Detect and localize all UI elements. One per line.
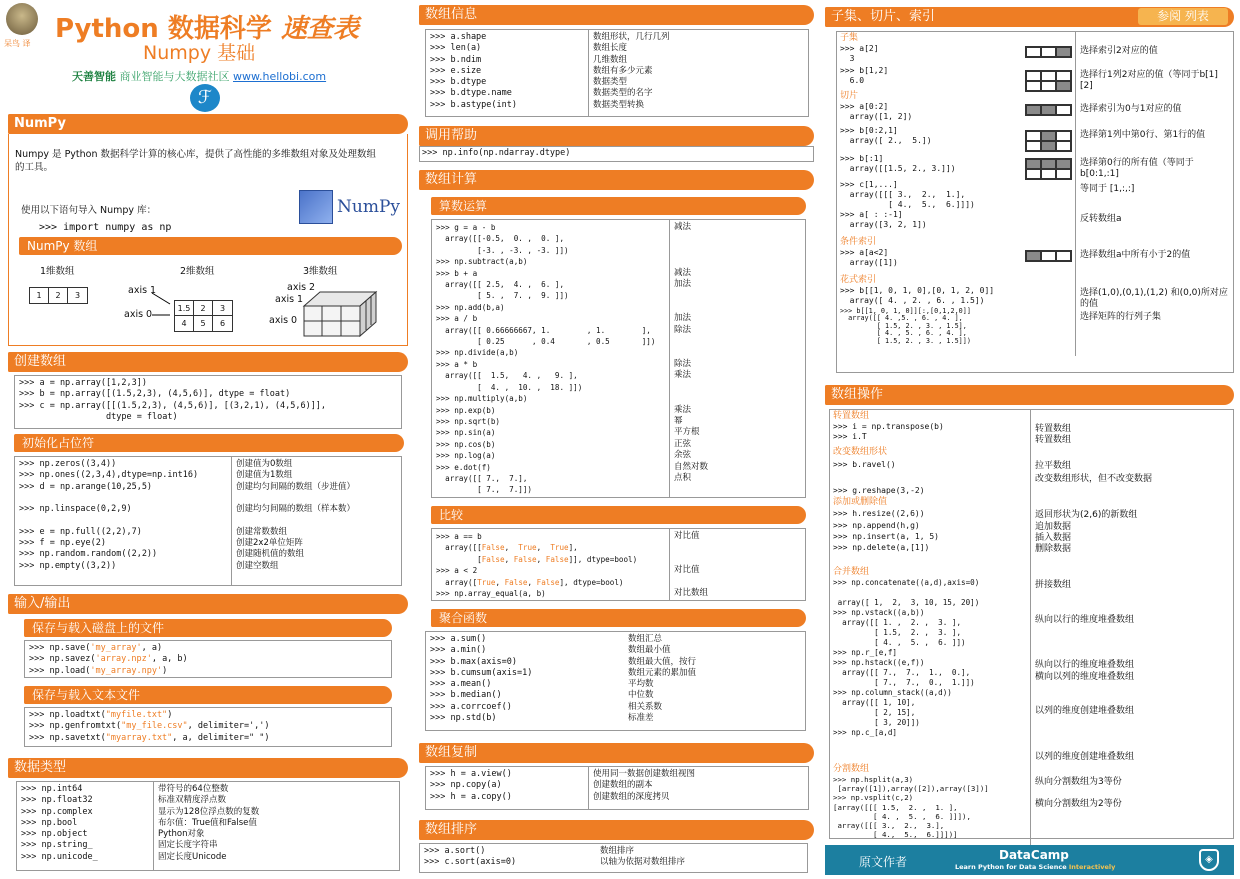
page-subtitle: Numpy 基础 <box>143 42 256 64</box>
ops-code: >>> h.resize((2,6)) >>> np.append(h,g) >>> np.insert(a, 1, 5) >>> np.delete(a,[1]) <box>833 509 939 553</box>
subset-row <box>837 308 1233 356</box>
subset-code: >>> a[ : :-1] array([3, 2, 1]) <box>840 210 927 229</box>
datacamp-logo: DataCamp <box>999 848 1069 862</box>
axis0-label-2d: axis 0 <box>124 309 153 320</box>
cmp-code: >>> a == b array([[False, True, True], [False, False, False]], dtype=bool) >>> a < 2 array([True, False, False], dtype=bool) >>> np.array_equal(a, b) <box>436 532 638 599</box>
ops-group-label: 合并数组 <box>833 567 870 578</box>
subset-desc: 选择索引2对应的值 <box>1075 32 1233 66</box>
page-title: Python 数据科学 速查表 <box>55 14 359 44</box>
subset-desc: 选择索引为0与1对应的值 <box>1075 90 1233 126</box>
subset-desc: 等同于 [1,:,:] <box>1075 180 1233 210</box>
ops-code: >>> np.hsplit(a,3) [array([1]),array([2]),array([3])] >>> np.vsplit(c,2) [array([[[ 1.5, 2. , 1. ], [ 4. , 5. , 6. ]]]), array([[[ 3., 2., 3.], [ 4., 5., 6.]]])] <box>833 774 989 840</box>
brand-line: 天善智能 商业智能与大数据社区 www.hellobi.com <box>72 70 327 83</box>
cmp-table: >>> a == b array([[False, True, True], [False, False, False]], dtype=bool) >>> a < 2 array([True, False, False], dtype=bool) >>> np.array_equal(a, b) 对比值 对比值 对比数组 <box>431 528 806 601</box>
ops-group <box>830 566 1233 763</box>
subset-row <box>837 66 1233 90</box>
ops-group <box>830 410 1233 446</box>
subset-desc: 选择矩阵的行列子集 <box>1075 308 1233 356</box>
io-header: 输入/输出 <box>8 594 408 614</box>
array-grid-icon <box>1025 104 1072 116</box>
brand-logo-icon: ℱ <box>190 84 220 112</box>
subset-row <box>837 180 1233 210</box>
ops-desc: 纵向分割数组为3等份 横向分割数组为2等份 <box>1030 763 1233 845</box>
create-header: 创建数组 <box>8 352 408 372</box>
numpy-intro: Numpy 是 Python 数据科学计算的核心库，提供了高性能的多维数组对象及处理数组的工具。 <box>15 149 377 173</box>
translator-label: 呆鸟 译 <box>4 39 31 48</box>
axis1-label-2d: axis 1 <box>128 285 157 296</box>
dtypes-table: >>> np.int64 >>> np.float32 >>> np.complex >>> np.bool >>> np.object >>> np.string_ >>> np.unicode_ 带符号的64位整数 标准双精度浮点数 显示为128位浮点数的复数 布尔值：True值和False值 Python对象 固定长度字符串 固定长度Unicode <box>16 781 400 871</box>
subset-row <box>837 154 1233 180</box>
subset-code: >>> c[1,...] array([[[ 3., 2., 1.], [ 4., 5., 6.]]]) <box>840 180 975 209</box>
ops-group <box>830 496 1233 566</box>
subset-row <box>837 126 1233 154</box>
arrays-header: NumPy 数组 <box>19 237 402 255</box>
array-grid-icon <box>1025 158 1072 180</box>
agg-table: >>> a.sum() >>> a.min() >>> b.max(axis=0) >>> b.cumsum(axis=1) >>> a.mean() >>> b.median() >>> a.corrcoef() >>> np.std(b) 数组汇总 数组最小值 数组最大值，按行 数组元素的累加值 平均数 中位数 相关系数 标准差 <box>425 631 806 731</box>
ops-table <box>829 409 1234 839</box>
import-label: 使用以下语句导入 Numpy 库： <box>21 205 157 216</box>
subset-desc: 选择行1列2对应的值（等同于b[1][2] <box>1075 66 1233 90</box>
array-grid-icon <box>1025 70 1072 92</box>
ops-code: >>> np.concatenate((a,d),axis=0) array([ 1, 2, 3, 10, 15, 20]) >>> np.vstack((a,b)) array([[ 1. , 2. , 3. ], [ 1.5, 2. , 3. ], [ 4. , 5. , 6. ]]) >>> np.r_[e,f] >>> np.hstack((e,f)) array([[ 7., 7., 1., 0.], [ 7., 7., 0., 1.]]) >>> np.column_stack((a,d)) array([[ 1, 10], [ 2, 15], [ 3, 20]]) >>> np.c_[a,d] <box>833 578 980 738</box>
footer-tagline: Learn Python for Data Science Interactively <box>955 863 1116 871</box>
dim-label-3d: 3维数组 <box>303 266 338 277</box>
sort-header: 数组排序 <box>419 820 814 840</box>
ops-group <box>830 446 1233 496</box>
subset-code: >>> b[:1] array([[1.5, 2., 3.]]) <box>840 154 956 173</box>
agg-header: 聚合函数 <box>431 609 806 627</box>
axis0-label-3d: axis 0 <box>269 315 298 326</box>
axis1-label-3d: axis 1 <box>275 294 304 305</box>
subset-desc: 选择(1,0),(0,1),(1,2) 和(0,0)所对应的值 <box>1075 274 1233 308</box>
text-header: 保存与载入文本文件 <box>24 686 392 704</box>
numpy-logo: NumPy <box>299 190 400 224</box>
subset-row <box>837 210 1233 236</box>
subset-group-label: 花式索引 <box>840 275 877 285</box>
subset-desc: 选择第0行的所有值（等同于b[0:1,:1] <box>1075 154 1233 180</box>
subset-code: >>> a[0:2] array([1, 2]) <box>840 102 913 121</box>
shield-icon: ◈ <box>1199 849 1219 871</box>
array-grid-icon <box>1025 46 1072 58</box>
array-2d-diagram: 1.5 2 3 4 5 6 <box>174 300 233 332</box>
math-header: 数组计算 <box>419 170 814 190</box>
ops-group-label: 分割数组 <box>833 763 870 774</box>
dtypes-header: 数据类型 <box>8 758 408 778</box>
array-3d-cube <box>300 290 380 338</box>
disk-header: 保存与载入磁盘上的文件 <box>24 619 392 637</box>
subset-desc: 反转数组a <box>1075 210 1233 236</box>
subset-row <box>837 90 1233 126</box>
ops-desc: 拉平数组 改变数组形状，但不改变数据 <box>1030 446 1233 496</box>
numpy-header: NumPy <box>8 114 408 134</box>
ops-group-label: 转置数组 <box>833 411 870 421</box>
site-link[interactable]: www.hellobi.com <box>233 70 327 83</box>
subset-code: >>> b[[1, 0, 1, 0]][:,[0,1,2,0]] array([[ 4. ,5. , 6. , 4. ], [ 1.5, 2. , 3. , 1.5], [ 4. , 5. , 6. , 4. ], [ 1.5, 2. , 3. , 1.5]]) <box>840 307 971 345</box>
subset-row <box>837 274 1233 308</box>
subset-desc: 选择数组a中所有小于2的值 <box>1075 236 1233 274</box>
help-code: >>> np.info(np.ndarray.dtype) <box>419 146 814 162</box>
info-header: 数组信息 <box>419 5 814 25</box>
cmp-header: 比较 <box>431 506 806 524</box>
ops-code: >>> i = np.transpose(b) >>> i.T <box>833 422 944 442</box>
subset-table <box>836 31 1234 373</box>
subset-row <box>837 236 1233 274</box>
ops-desc: 拼接数组 纵向以行的维度堆叠数组 纵向以行的维度堆叠数组 横向以列的维度堆叠数组 以列的维度创建堆叠数组 以列的维度创建堆叠数组 <box>1030 566 1233 763</box>
ops-desc: 转置数组 转置数组 <box>1030 410 1233 446</box>
array-1d-diagram: 1 2 3 <box>29 287 88 304</box>
info-table: >>> a.shape >>> len(a) >>> b.ndim >>> e.size >>> b.dtype >>> b.dtype.name >>> b.astype(int) 数组形状，几行几列 数组长度 几维数组 数组有多少元素 数据类型 数据类型的名字 数据类型转换 <box>425 29 809 117</box>
numpy-cube-icon <box>299 190 333 224</box>
see-list-link[interactable]: 参阅 列表 <box>1138 8 1228 25</box>
sort-table: >>> a.sort() >>> c.sort(axis=0) 数组排序 以轴为依据对数组排序 <box>419 843 808 873</box>
subset-group-label: 条件索引 <box>840 237 877 247</box>
footer-author: 原文作者 <box>859 855 908 869</box>
subset-code: >>> b[0:2,1] array([ 2., 5.]) <box>840 126 932 145</box>
text-code: >>> np.loadtxt("myfile.txt") >>> np.genfromtxt("my_file.csv", delimiter=',') >>> np.savetxt("myarray.txt", a, delimiter=" ") <box>24 707 392 747</box>
ops-header: 数组操作 <box>825 385 1234 405</box>
init-header: 初始化占位符 <box>14 434 404 452</box>
subset-desc: 选择第1列中第0行、第1行的值 <box>1075 126 1233 154</box>
subset-group-label: 切片 <box>840 91 859 101</box>
ops-code: >>> b.ravel() >>> g.reshape(3,-2) <box>833 460 925 496</box>
array-grid-icon <box>1025 250 1072 262</box>
ops-group-label: 改变数组形状 <box>833 447 888 458</box>
subset-code: >>> a[a<2] array([1]) <box>840 248 898 267</box>
subset-code: >>> b[[1, 0, 1, 0],[0, 1, 2, 0]] array([ 4. , 2. , 6. , 1.5]) <box>840 286 995 305</box>
arith-table: >>> g = a - b array([[-0.5, 0. , 0. ], [-3. , -3. , -3. ]]) >>> np.subtract(a,b) >>> b + a array([[ 2.5, 4. , 6. ], [ 5. , 7. , 9. ]]) >>> np.add(b,a) >>> a / b array([[ 0.66666667, 1. , 1. ], [ 0.25 , 0.4 , 0.5 ]]) >>> np.divide(a,b) >>> a * b array([[ 1.5, 4. , 9. ], [ 4. , 10. , 18. ]]) >>> np.multiply(a,b) >>> np.exp(b) >>> np.sqrt(b) >>> np.sin(a) >>> np.cos(b) >>> np.log(a) >>> e.dot(f) array([[ 7., 7.], [ 7., 7.]]) 减法 减法 加法 加法 除法 除法 乘法 乘法 幂 平方根 正弦 余弦 自然对数 点积 <box>431 219 806 498</box>
ops-group <box>830 763 1233 845</box>
ops-desc: 返回形状为(2,6)的新数组 追加数据 插入数据 删除数据 <box>1030 496 1233 566</box>
import-code: >>> import numpy as np <box>39 222 172 233</box>
subset-code: >>> b[1,2] 6.0 <box>840 66 889 85</box>
translator-avatar <box>6 3 38 35</box>
copy-header: 数组复制 <box>419 743 814 763</box>
help-header: 调用帮助 <box>419 126 814 146</box>
create-code: >>> a = np.array([1,2,3]) >>> b = np.array([(1.5,2,3), (4,5,6)], dtype = float) >>> c = np.array([[(1.5,2,3), (4,5,6)], [(3,2,1), (4,5,6)]], dtype = float) <box>14 375 402 429</box>
subset-row <box>837 32 1233 66</box>
init-table: >>> np.zeros((3,4)) >>> np.ones((2,3,4),dtype=np.int16) >>> d = np.arange(10,25,5) >>> np.linspace(0,2,9) >>> e = np.full((2,2),7) >>> f = np.eye(2) >>> np.random.random((2,2)) >>> np.empty((3,2)) 创建值为0数组 创建值为1数组 创建均匀间隔的数组（步进值） 创建均匀间隔的数组（样本数） 创建常数数组 创建2x2单位矩阵 创建随机值的数组 创建空数组 <box>14 456 402 586</box>
array-grid-icon <box>1025 130 1072 152</box>
footer <box>825 845 1234 875</box>
ops-group-label: 添加或删除值 <box>833 497 888 508</box>
disk-code: >>> np.save('my_array', a) >>> np.savez('array.npz', a, b) >>> np.load('my_array.npy') <box>24 640 392 678</box>
dim-label-1d: 1维数组 <box>40 266 75 277</box>
subset-header: 子集、切片、索引 <box>825 7 1234 27</box>
arith-header: 算数运算 <box>431 197 806 215</box>
copy-table: >>> h = a.view() >>> np.copy(a) >>> h = a.copy() 使用同一数据创建数组视图 创建数组的副本 创建数组的深度拷贝 <box>425 766 809 810</box>
axis2-label-3d: axis 2 <box>287 282 316 293</box>
subset-code: >>> a[2] 3 <box>840 44 879 63</box>
subset-group-label: 子集 <box>840 33 859 43</box>
dim-label-2d: 2维数组 <box>180 266 215 277</box>
